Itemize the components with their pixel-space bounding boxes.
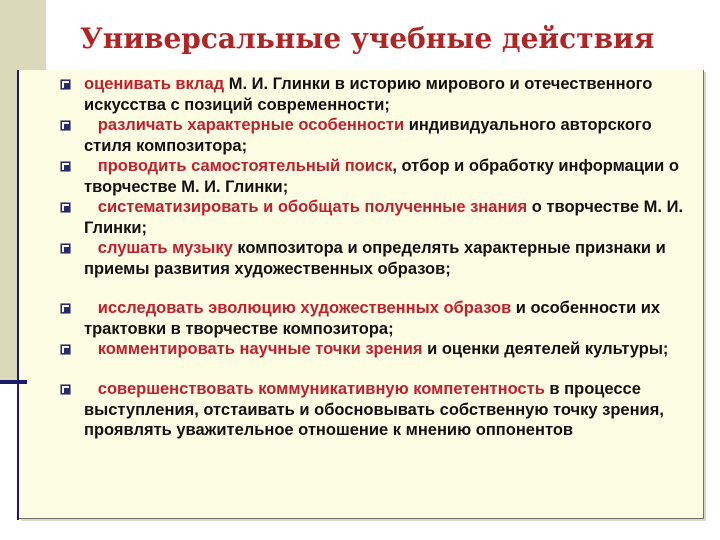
item-text: , отбор и обработку информации о творчестве М. И. Глинки; [84, 157, 679, 196]
list-item [84, 197, 696, 238]
item-highlight: систематизировать и обобщать полученные знания [97, 198, 528, 216]
item-highlight: совершенствовать коммуникативную компетентность [97, 380, 545, 398]
list-item [84, 238, 696, 279]
slide-title: Универсальные учебные действия [80, 22, 655, 55]
item-highlight: исследовать эволюцию художественных образов [97, 299, 512, 317]
list-item [84, 379, 696, 441]
item-highlight: проводить самостоятельный поиск [97, 157, 393, 175]
list-item [84, 298, 696, 339]
checkbox-square-icon [60, 202, 71, 213]
list-item [84, 115, 696, 156]
checkbox-square-icon [60, 344, 71, 355]
checkbox-square-icon [60, 303, 71, 314]
item-text: композитора и определять характерные признаки и приемы развития художественных образов; [84, 239, 666, 278]
item-highlight: слушать музыку [97, 239, 233, 257]
item-text: М. И. Глинки в историю мирового и отечественного искусства с позиций современности; [84, 75, 653, 114]
checkbox-square-icon [60, 120, 71, 131]
item-highlight: комментировать научные точки зрения [97, 340, 423, 358]
item-text: и оценки деятелей культуры; [422, 340, 669, 358]
item-text: в процессе выступления, отстаивать и обосновывать собственную точку зрения, проявлять уважительное отношение к мнению оппонентов [84, 380, 664, 439]
item-text: индивидуального авторского стиля композитора; [84, 116, 652, 155]
checkbox-square-icon [60, 384, 71, 395]
item-highlight: оценивать вклад [84, 75, 225, 93]
item-highlight: различать характерные особенности [97, 116, 405, 134]
list-item [84, 156, 696, 197]
checkbox-square-icon [60, 79, 71, 90]
checkbox-square-icon [60, 243, 71, 254]
list-item [84, 339, 696, 360]
checkbox-square-icon [60, 161, 71, 172]
item-text: о творчестве М. И. Глинки; [84, 198, 684, 237]
item-text: и особенности их трактовки в творчестве композитора; [84, 299, 661, 338]
list-item [84, 74, 696, 115]
